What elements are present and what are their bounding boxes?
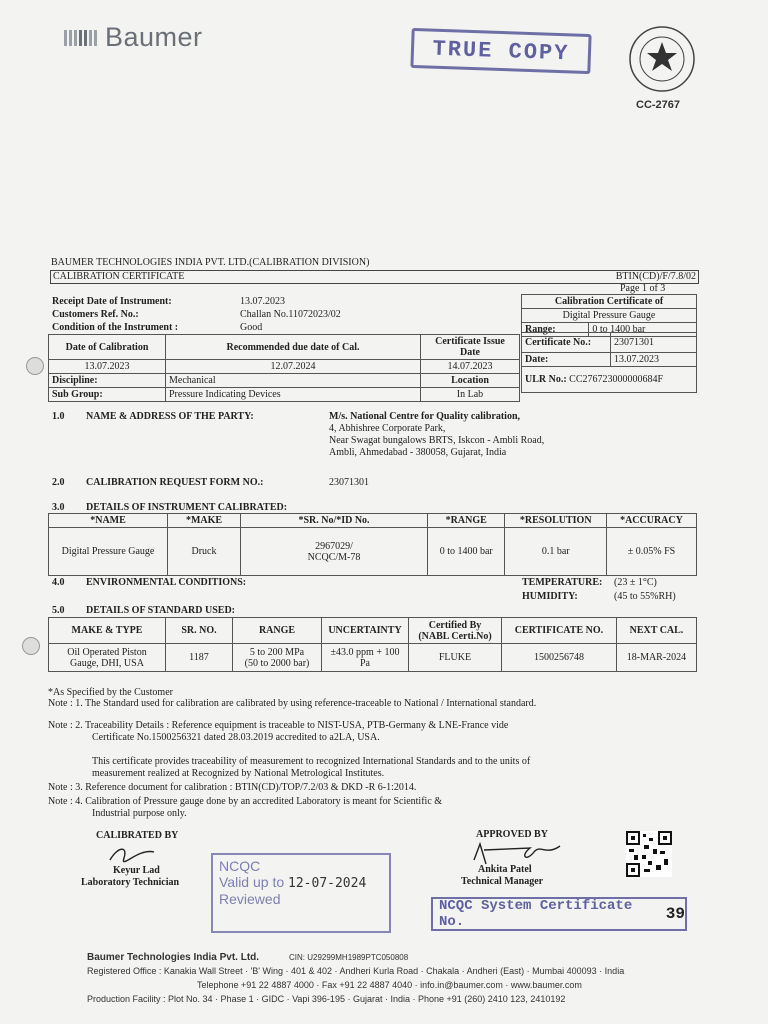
instrument-id: NCQC/M-78 (307, 551, 361, 563)
section-4-title: ENVIRONMENTAL CONDITIONS: (86, 577, 247, 588)
note-2-cont: Certificate No.1500256321 dated 28.03.2019 accredited to a2LA, USA. (92, 732, 380, 743)
traceability-para-1: This certificate provides traceability of measurement to recognized International Standards and to the units of (92, 756, 531, 767)
standard-cert-no: 1500256748 (502, 644, 617, 672)
instrument-header-range: *RANGE (428, 514, 505, 528)
instrument-header-sr: *SR. No/*ID No. (241, 514, 428, 528)
due-date: 12.07.2024 (166, 360, 421, 374)
discipline-label: Discipline: (49, 374, 166, 388)
temperature: (23 ± 1°C) (614, 577, 657, 588)
true-copy-stamp: TRUE COPY (410, 28, 591, 74)
company-division: BAUMER TECHNOLOGIES INDIA PVT. LTD.(CALIBRATION DIVISION) (51, 257, 370, 268)
instrument-header-make: *MAKE (168, 514, 241, 528)
condition-label: Condition of the Instrument : (52, 322, 179, 333)
instrument-name: Digital Pressure Gauge (49, 528, 168, 576)
asterisk-note: *As Specified by the Customer (48, 687, 173, 698)
standard-header-uncertainty: UNCERTAINTY (322, 618, 409, 644)
dates-table (48, 334, 520, 402)
request-form-no: 23071301 (329, 477, 369, 488)
location: In Lab (421, 388, 520, 402)
range-value: 0 to 1400 bar (589, 323, 697, 337)
standard-range-bar: (50 to 2000 bar) (244, 657, 310, 669)
logo-bars-icon (64, 30, 97, 46)
standard-sr: 1187 (166, 644, 233, 672)
calibrator-name: Keyur Lad (113, 865, 160, 876)
seal-code: CC-2767 (636, 99, 681, 111)
humidity: (45 to 55%RH) (614, 591, 676, 602)
standard-header-next-cal: NEXT CAL. (616, 618, 696, 644)
issue-date: 14.07.2023 (421, 360, 520, 374)
instrument-header-name: *NAME (49, 514, 168, 528)
form-code: BTIN(CD)/F/7.8/02 (615, 271, 696, 282)
customer-ref-label: Customers Ref. No.: (52, 309, 139, 320)
humidity-label: HUMIDITY: (522, 591, 578, 602)
customer-ref: Challan No.11072023/02 (240, 309, 341, 320)
issue-date-header: Certificate Issue Date (421, 335, 520, 360)
ncqc-system-certificate-stamp (431, 897, 687, 931)
footer-production: Production Facility : Plot No. 34 · Phase 1 · GIDC · Vapi 396-195 · Gujarat · India · Phone +91 (260) 2410 123, 2410192 (87, 994, 566, 1004)
cert-no: 23071301 (611, 333, 697, 353)
instrument-header-resolution: *RESOLUTION (505, 514, 607, 528)
valid-up-to-label: Valid up to (219, 874, 285, 890)
qr-code-icon (626, 831, 672, 877)
page-number: Page 1 of 3 (620, 283, 666, 294)
subgroup: Pressure Indicating Devices (166, 388, 421, 402)
note-4-cont: Industrial purpose only. (92, 808, 187, 819)
temperature-label: TEMPERATURE: (522, 577, 603, 588)
note-3: Note : 3. Reference document for calibration : BTIN(CD)/TOP/7.2/03 & DKD -R 6-1:2014. (48, 782, 417, 793)
footer-cin: CIN: U29299MH1989PTC050808 (289, 953, 409, 962)
note-4: Note : 4. Calibration of Pressure gauge done by an accredited Laboratory is meant for Scientific & (48, 796, 443, 807)
cert-subject: Digital Pressure Gauge (522, 309, 697, 323)
certificate-box (521, 294, 697, 337)
discipline: Mechanical (166, 374, 421, 388)
approver-title: Technical Manager (461, 876, 544, 887)
ncqc-title: NCQC (219, 858, 261, 874)
condition: Good (240, 322, 263, 333)
table-row (49, 644, 697, 672)
party-name: M/s. National Centre for Quality calibration, (329, 411, 521, 422)
approver-name: Ankita Patel (478, 864, 532, 875)
punch-hole (22, 637, 40, 655)
address-line-1: 4, Abhishree Corporate Park, (329, 423, 446, 434)
range-label: Range: (522, 323, 589, 337)
standard-certified: FLUKE (409, 644, 502, 672)
standard-header-range: RANGE (233, 618, 322, 644)
valid-up-to-date: 12-07-2024 (288, 876, 367, 891)
doc-type: CALIBRATION CERTIFICATE (53, 271, 185, 282)
ulr-label: ULR No.: (525, 374, 567, 385)
reviewed-label: Reviewed (219, 891, 281, 907)
due-date-header: Recommended due date of Cal. (166, 335, 421, 360)
instrument-table (48, 513, 697, 576)
address-line-3: Ambli, Ahmedabad - 380058, Gujarat, India (329, 447, 507, 458)
punch-hole (26, 357, 44, 375)
standard-range-mpa: 5 to 200 MPa (249, 646, 305, 658)
address-line-2: Near Swagat bungalows BRTS, Iskcon - Ambli Road, (329, 435, 545, 446)
baumer-logo (64, 22, 203, 53)
note-2: Note : 2. Traceability Details : Reference equipment is traceable to NIST-USA, PTB-Germany & LNE-France vide (48, 720, 509, 731)
ncqc-validity-stamp (211, 853, 391, 933)
standard-header-make: MAKE & TYPE (49, 618, 166, 644)
instrument-range: 0 to 1400 bar (428, 528, 505, 576)
date-label: Date: (522, 353, 611, 367)
standard-header-sr: SR. NO. (166, 618, 233, 644)
location-label: Location (421, 374, 520, 388)
section-2-number: 2.0 (52, 477, 65, 488)
calibrator-title: Laboratory Technician (81, 877, 180, 888)
calibrated-by-label: CALIBRATED BY (96, 830, 179, 841)
section-1-number: 1.0 (52, 411, 65, 422)
standard-make: Oil Operated Piston Gauge, DHI, USA (49, 644, 166, 672)
instrument-make: Druck (168, 528, 241, 576)
instrument-sr: 2967029/ (315, 540, 353, 552)
footer-telephone: Telephone +91 22 4887 4000 · Fax +91 22 4887 4040 · info.in@baumer.com · www.baumer.com (197, 980, 582, 990)
doc-type-bar (50, 270, 699, 284)
standard-header-cert-no: CERTIFICATE NO. (502, 618, 617, 644)
receipt-date-label: Receipt Date of Instrument: (52, 296, 172, 307)
standard-table (48, 617, 697, 672)
cal-date: 13.07.2023 (49, 360, 166, 374)
subgroup-label: Sub Group: (49, 388, 166, 402)
table-row (49, 528, 697, 576)
section-5-title: DETAILS OF STANDARD USED: (86, 605, 236, 616)
accreditation-seal-icon (627, 24, 697, 94)
system-cert-label: NCQC System Certificate No. (439, 898, 633, 930)
section-3-title: DETAILS OF INSTRUMENT CALIBRATED: (86, 502, 288, 513)
section-2-title: CALIBRATION REQUEST FORM NO.: (86, 477, 264, 488)
cal-date-header: Date of Calibration (49, 335, 166, 360)
calibrator-signature-icon (108, 842, 158, 864)
footer-company: Baumer Technologies India Pvt. Ltd. (87, 952, 260, 963)
standard-header-certified: Certified By (NABL Certi.No) (409, 618, 502, 644)
system-cert-number: 39 (665, 905, 685, 923)
party-address (329, 411, 544, 459)
traceability-para-2: measurement realized at Recognized by National Metrological Institutes. (92, 768, 385, 779)
certificate-details (521, 332, 697, 393)
standard-uncertainty: ±43.0 ppm + 100 Pa (322, 644, 409, 672)
standard-next-cal: 18-MAR-2024 (616, 644, 696, 672)
instrument-resolution: 0.1 bar (505, 528, 607, 576)
brand-name: Baumer (105, 22, 203, 52)
cert-no-label: Certificate No.: (522, 333, 611, 353)
section-1-title: NAME & ADDRESS OF THE PARTY: (86, 411, 254, 422)
instrument-accuracy: ± 0.05% FS (606, 528, 696, 576)
section-4-number: 4.0 (52, 577, 65, 588)
ulr-value: CC276723000000684F (569, 374, 664, 385)
date-value: 13.07.2023 (611, 353, 697, 367)
note-1: Note : 1. The Standard used for calibration are calibrated by using reference-traceable to National / International standard. (48, 698, 537, 709)
instrument-header-accuracy: *ACCURACY (606, 514, 696, 528)
footer-registered-office: Registered Office : Kanakia Wall Street · 'B' Wing · 401 & 402 · Andheri Kurla Road · Chakala · Andheri (East) · Mumbai 400093 · India (87, 966, 625, 976)
receipt-date: 13.07.2023 (240, 296, 285, 307)
section-3-number: 3.0 (52, 502, 65, 513)
section-5-number: 5.0 (52, 605, 65, 616)
cert-title: Calibration Certificate of (522, 295, 697, 309)
approved-by-label: APPROVED BY (476, 829, 548, 840)
